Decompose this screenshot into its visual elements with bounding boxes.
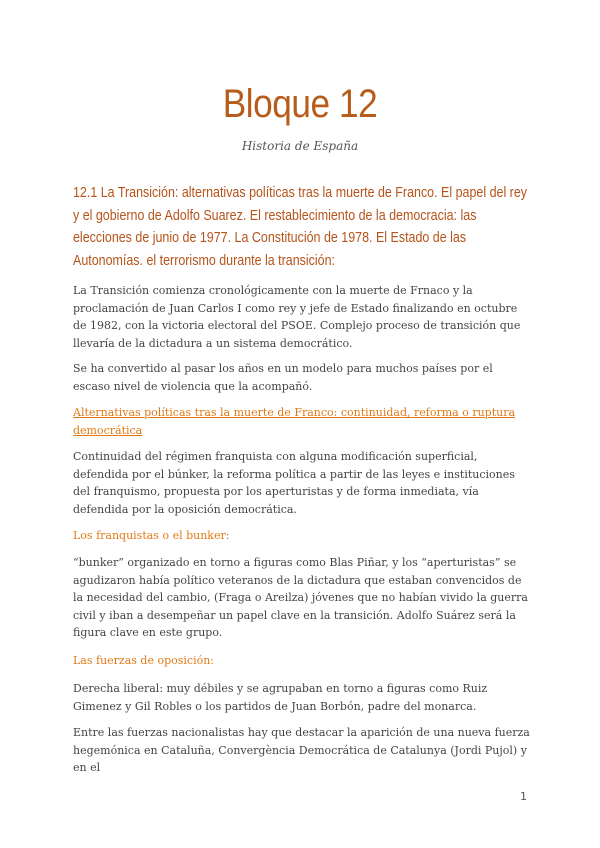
document-subtitle: Historia de España	[241, 139, 359, 153]
section-heading: 12.1 La Transición: alternativas políticas tras la muerte de Franco. El papel del rey y el gobierno de Adolfo Suarez. El restablecimiento de la democracia: las elecciones de junio de 1977. La Constitución de 1978. El Estado de las Autonomías. el terrorismo durante la transición:	[73, 185, 528, 269]
paragraph-intro-2: Se ha convertido al pasar los años en un modelo para muchos países por el escaso nivel de violencia que la acompañó.	[73, 362, 493, 393]
subheading-oposicion: Las fuerzas de oposición:	[73, 654, 215, 667]
document-title: Bloque 12	[222, 82, 378, 126]
paragraph-oposicion-1: Derecha liberal: muy débiles y se agrupaban en torno a figuras como Ruiz Gimenez y Gil Robles o los partidos de Juan Borbón, padre del monarca.	[73, 682, 488, 713]
paragraph-intro-1: La Transición comienza cronológicamente con la muerte de Frnaco y la proclamación de Juan Carlos I como rey y jefe de Estado finalizando en octubre de 1982, con la victoria electoral del PSOE. Complejo proceso de transición que llevaría de la dictadura a un sistema democrático.	[73, 284, 521, 350]
subheading-franquistas: Los franquistas o el bunker:	[73, 529, 230, 542]
paragraph-alternativas: Continuidad del régimen franquista con alguna modificación superficial, defendida por el búnker, la reforma política a partir de las leyes e instituciones del franquismo, propuesta por los aperturistas y de forma inmediata, vía defendida por la oposición democrática.	[73, 450, 515, 516]
subheading-alternativas-text: Alternativas políticas tras la muerte de Franco: continuidad, reforma o ruptura democrática	[73, 406, 516, 437]
subheading-alternativas	[73, 404, 533, 439]
page-number: 1	[520, 790, 527, 803]
paragraph-oposicion-2: Entre las fuerzas nacionalistas hay que destacar la aparición de una nueva fuerza hegemónica en Cataluña, Convergència Democrática de Catalunya (Jordi Pujol) y en el	[73, 726, 530, 774]
paragraph-franquistas: “bunker” organizado en torno a figuras como Blas Piñar, y los “aperturistas” se agudizaron había político veteranos de la dictadura que estaban convencidos de la necesidad del cambio, (Fraga o Areilza) jóvenes que no habían vivido la guerra civil y iban a desempeñar un papel clave en la transición. Adolfo Suárez será la figura clave en este grupo.	[73, 556, 528, 639]
